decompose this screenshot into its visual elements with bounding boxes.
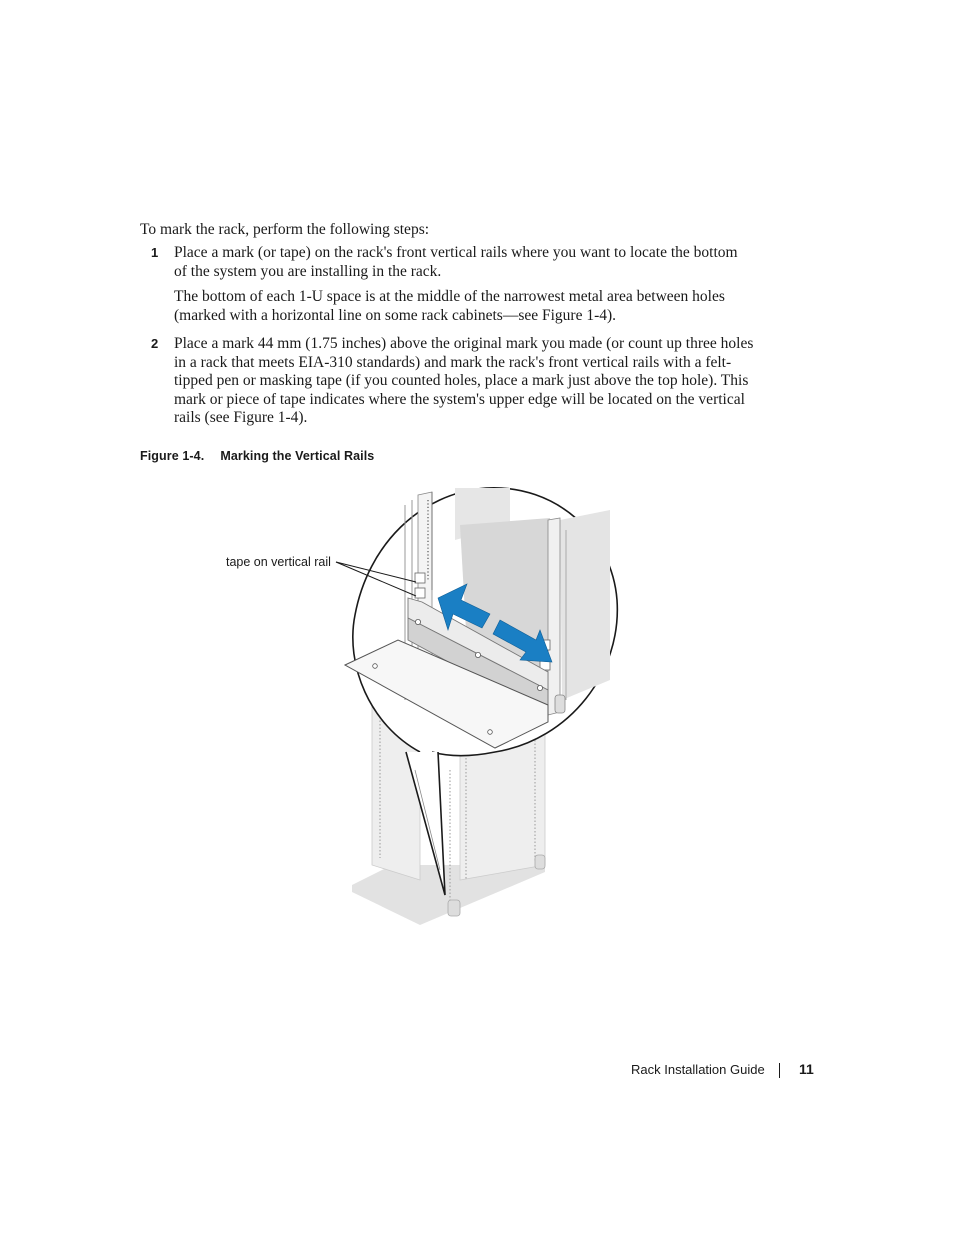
- figure-caption: [140, 449, 374, 463]
- step-1-note-line-2: (marked with a horizontal line on some rack cabinets—see Figure 1-4).: [174, 307, 617, 324]
- step-number: 2: [151, 336, 159, 351]
- step-1-line-1: Place a mark (or tape) on the rack's front vertical rails where you want to locate the bottom: [174, 244, 738, 261]
- rack-illustration: [220, 480, 640, 930]
- figure-number: Figure 1-4.: [140, 449, 205, 463]
- footer-doc-title: Rack Installation Guide: [631, 1062, 765, 1077]
- step-2-line-1: Place a mark 44 mm (1.75 inches) above the original mark you made (or count up three holes: [174, 335, 754, 352]
- step-number: 1: [151, 245, 159, 260]
- step-2-line-2: in a rack that meets EIA-310 standards) and mark the rack's front vertical rails with a felt-: [174, 353, 732, 371]
- footer-separator: [779, 1063, 780, 1078]
- page-number: 11: [799, 1061, 814, 1077]
- step-1-note-line-1: The bottom of each 1-U space is at the middle of the narrowest metal area between holes: [174, 288, 725, 305]
- intro-text: To mark the rack, perform the following steps:: [140, 221, 430, 238]
- figure-title: Marking the Vertical Rails: [220, 449, 375, 463]
- step-2-line-4: mark or piece of tape indicates where the system's upper edge will be located on the vertical: [174, 390, 745, 408]
- step-2-line-5: rails (see Figure 1-4).: [174, 409, 308, 426]
- step-1-line-2: of the system you are installing in the rack.: [174, 263, 442, 280]
- step-2-line-3: tipped pen or masking tape (if you counted holes, place a mark just above the top hole). This: [174, 372, 749, 389]
- callout-label: tape on vertical rail: [226, 555, 331, 569]
